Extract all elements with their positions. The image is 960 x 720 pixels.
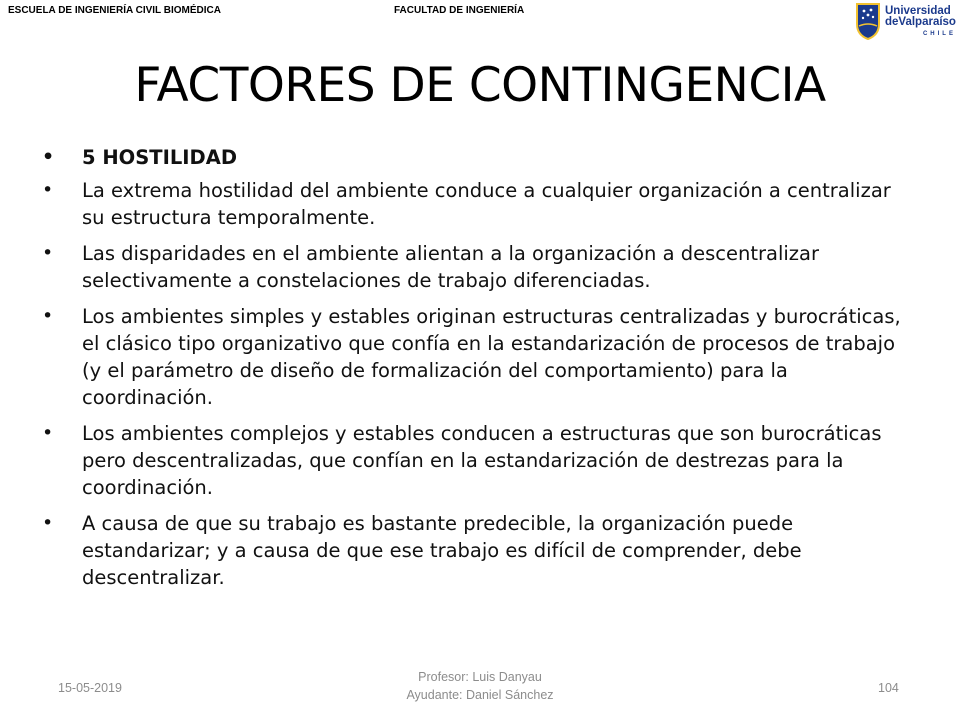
- bullet-icon: •: [42, 179, 54, 201]
- footer-date: 15-05-2019: [58, 681, 122, 695]
- bullet-text: Los ambientes simples y estables originan estructuras centralizadas y burocráticas, el clásico tipo organizativo que confía en la estandarización de procesos de trabajo (y el parámetro de diseño de formalización del comportamiento) para la coordinación.: [82, 305, 901, 409]
- bullet-item: [42, 177, 912, 231]
- bullet-item: [42, 303, 912, 411]
- bullet-text: A causa de que su trabajo es bastante predecible, la organización puede estandarizar; y a causa de que ese trabajo es difícil de comprender, debe descentralizar.: [82, 512, 802, 589]
- bullet-list: [42, 144, 912, 600]
- bullet-text: 5 HOSTILIDAD: [82, 146, 238, 169]
- logo-line-1: Universidad: [885, 4, 951, 17]
- bullet-icon: •: [42, 305, 54, 327]
- footer-professor: Profesor: Luis Danyau: [418, 670, 542, 684]
- footer-credits: [380, 668, 580, 704]
- shield-icon: [855, 2, 881, 40]
- bullet-item: [42, 144, 912, 171]
- logo-line-3: CHILE: [922, 30, 956, 37]
- footer-page-number: 104: [878, 681, 899, 695]
- bullet-text: La extrema hostilidad del ambiente conduce a cualquier organización a centralizar su estructura temporalmente.: [82, 179, 891, 229]
- footer-assistant: Ayudante: Daniel Sánchez: [406, 688, 554, 702]
- bullet-item: [42, 240, 912, 294]
- slide-title: FACTORES DE CONTINGENCIA: [134, 58, 826, 113]
- bullet-icon: •: [42, 512, 54, 534]
- bullet-icon: •: [42, 422, 54, 444]
- bullet-item: [42, 510, 912, 591]
- header-faculty: FACULTAD DE INGENIERÍA: [394, 5, 525, 16]
- bullet-text: Los ambientes complejos y estables conducen a estructuras que son burocráticas pero descentralizadas, que confían en la estandarización de destrezas para la coordinación.: [82, 422, 882, 499]
- logo-line-2: deValparaíso: [885, 16, 956, 28]
- bullet-item: [42, 420, 912, 501]
- header-school: ESCUELA DE INGENIERÍA CIVIL BIOMÉDICA: [8, 5, 221, 16]
- bullet-text: Las disparidades en el ambiente alientan a la organización a descentralizar selectivamente a constelaciones de trabajo diferenciadas.: [82, 242, 819, 292]
- bullet-icon: •: [42, 242, 54, 264]
- bullet-icon: •: [42, 146, 55, 168]
- university-logo: [855, 2, 956, 40]
